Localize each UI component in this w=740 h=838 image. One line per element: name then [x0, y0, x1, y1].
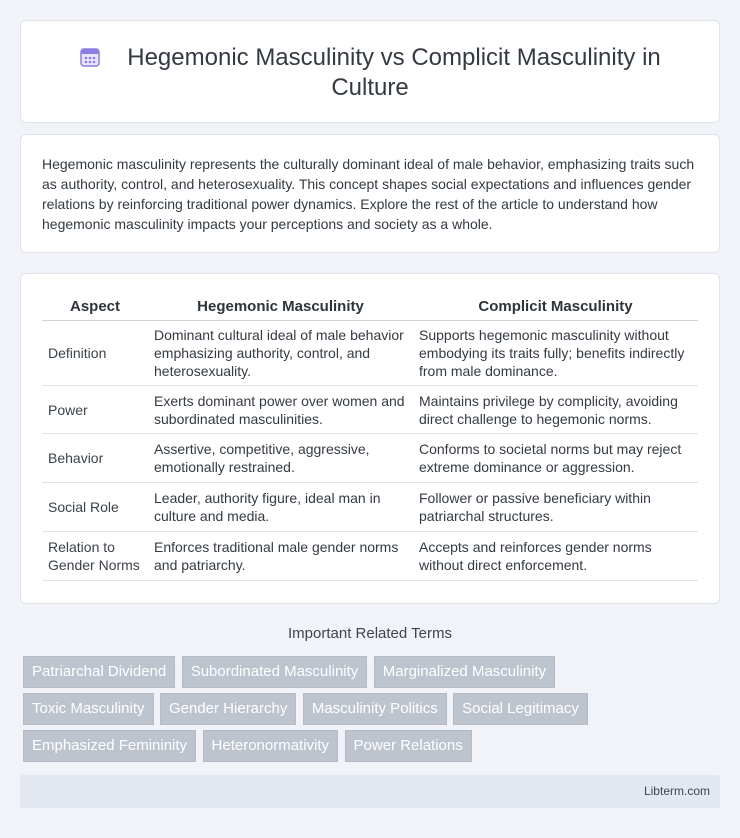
- related-term-tag[interactable]: Subordinated Masculinity: [182, 656, 368, 688]
- aspect-cell: Relation to Gender Norms: [42, 532, 148, 581]
- related-terms-list: [23, 656, 723, 767]
- table-header-row: [42, 294, 698, 321]
- tag-row: [23, 693, 723, 730]
- related-term-tag[interactable]: Patriarchal Dividend: [23, 656, 175, 688]
- tag-row: [23, 656, 723, 693]
- related-term-tag[interactable]: Masculinity Politics: [303, 693, 447, 725]
- related-term-tag[interactable]: Power Relations: [345, 730, 472, 762]
- hegemonic-cell: Dominant cultural ideal of male behavior emphasizing authority, control, and heterosexuality.: [148, 321, 413, 386]
- table-row: [42, 434, 698, 483]
- footer-site-link[interactable]: Libterm.com: [643, 784, 710, 798]
- calendar-icon: [79, 46, 101, 68]
- table-row: [42, 386, 698, 434]
- footer: [20, 775, 720, 808]
- header-card: [20, 20, 720, 123]
- complicit-cell: Conforms to societal norms but may reject extreme dominance or aggression.: [413, 434, 698, 483]
- page-title-text: Hegemonic Masculinity vs Complicit Masculinity in Culture: [127, 44, 661, 101]
- header-complicit: Complicit Masculinity: [413, 294, 698, 321]
- hegemonic-cell: Leader, authority figure, ideal man in culture and media.: [148, 483, 413, 532]
- comparison-card: [20, 273, 720, 604]
- complicit-cell: Maintains privilege by complicity, avoiding direct challenge to hegemonic norms.: [413, 386, 698, 434]
- complicit-cell: Follower or passive beneficiary within patriarchal structures.: [413, 483, 698, 532]
- related-term-tag[interactable]: Heteronormativity: [203, 730, 339, 762]
- header-hegemonic: Hegemonic Masculinity: [148, 294, 413, 321]
- header-aspect: Aspect: [42, 294, 148, 321]
- hegemonic-cell: Exerts dominant power over women and subordinated masculinities.: [148, 386, 413, 434]
- aspect-cell: Social Role: [42, 483, 148, 532]
- related-term-tag[interactable]: Gender Hierarchy: [160, 693, 296, 725]
- complicit-cell: Supports hegemonic masculinity without embodying its traits fully; benefits indirectly from male dominance.: [413, 321, 698, 386]
- hegemonic-cell: Enforces traditional male gender norms and patriarchy.: [148, 532, 413, 581]
- related-terms-heading: Important Related Terms: [288, 625, 452, 642]
- aspect-cell: Power: [42, 386, 148, 434]
- aspect-cell: Definition: [42, 321, 148, 386]
- related-term-tag[interactable]: Marginalized Masculinity: [374, 656, 555, 688]
- related-term-tag[interactable]: Toxic Masculinity: [23, 693, 154, 725]
- related-term-tag[interactable]: Social Legitimacy: [453, 693, 588, 725]
- complicit-cell: Accepts and reinforces gender norms without direct enforcement.: [413, 532, 698, 581]
- aspect-cell: Behavior: [42, 434, 148, 483]
- page-title: [21, 43, 719, 103]
- intro-card: [20, 134, 720, 253]
- tag-row: [23, 730, 723, 767]
- intro-paragraph: Hegemonic masculinity represents the culturally dominant ideal of male behavior, emphasizing traits such as authority, control, and heterosexuality. This concept shapes social expectations and influences gender relations by reinforcing traditional power dynamics. Explore the rest of the article to understand how hegemonic masculinity impacts your perceptions and society as a whole.: [42, 156, 695, 232]
- table-row: [42, 532, 698, 581]
- hegemonic-cell: Assertive, competitive, aggressive, emotionally restrained.: [148, 434, 413, 483]
- table-row: [42, 483, 698, 532]
- table-row: [42, 321, 698, 386]
- comparison-table: [42, 294, 698, 581]
- related-term-tag[interactable]: Emphasized Femininity: [23, 730, 196, 762]
